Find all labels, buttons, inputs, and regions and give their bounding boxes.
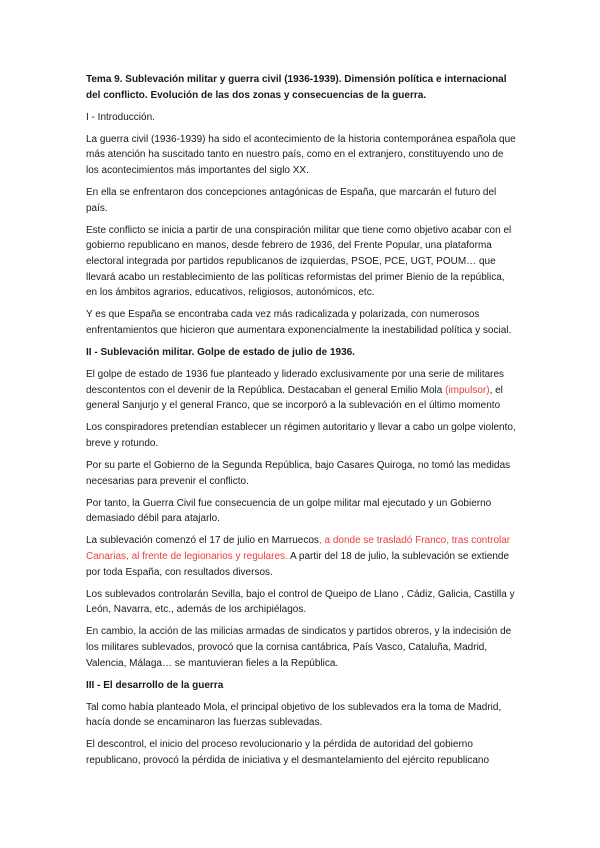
paragraph: Tal como había planteado Mola, el principal objetivo de los sublevados era la toma de Madrid, hacía donde se encaminaron las fuerzas sublevadas. — [86, 701, 502, 729]
paragraph: El descontrol, el inicio del proceso revolucionario y la pérdida de autoridad del gobierno republicano, provocó la pérdida de iniciativa y el desmantelamiento del ejército republicano — [86, 739, 490, 766]
paragraph: Y es que España se encontraba cada vez más radicalizada y polarizada, con numerosos enfrentamientos que hicieron que aumentara exponencialmente la inestabilidad política y social. — [86, 309, 512, 336]
paragraph: En ella se enfrentaron dos concepciones antagónicas de España, que marcarán el futuro del país. — [86, 187, 497, 214]
text-run: La sublevación comenzó el 17 de julio en Marruecos — [86, 535, 319, 547]
section-3-heading: III - El desarrollo de la guerra — [86, 679, 224, 691]
paragraph — [86, 367, 516, 414]
paragraph: En cambio, la acción de las milicias armadas de sindicatos y partidos obreros, y la indecisión de los militares sublevados, provocó que la cornisa cantábrica, País Vasco, Cataluña, Madrid, Valencia, Málaga… se mantuvieran fieles a la República. — [86, 626, 512, 669]
highlighted-text: (impulsor) — [445, 384, 490, 396]
paragraph: Los conspiradores pretendían establecer un régimen autoritario y llevar a cabo un golpe violento, breve y rotundo. — [86, 422, 516, 449]
paragraph: Por su parte el Gobierno de la Segunda República, bajo Casares Quiroga, no tomó las medidas necesarias para prevenir el conflicto. — [86, 459, 511, 487]
paragraph: La guerra civil (1936-1939) ha sido el acontecimiento de la historia contemporánea española que más atención ha suscitado tanto en nuestro país, como en el extranjero, constituyendo uno de los acontecimientos más importantes del siglo XX. — [86, 133, 516, 176]
highlighted-text: , a donde se trasladó Franco, tras controlar Canarias, al frente de legionarios y regulares. — [86, 535, 511, 562]
text-run: , el general Sanjurjo y el general Franco, que se incorporó a la sublevación en el último momento — [86, 384, 503, 412]
document-title: Tema 9. Sublevación militar y guerra civil (1936-1939). Dimensión política e internacional del conflicto. Evolución de las dos zonas y consecuencias de la guerra. — [86, 74, 507, 101]
paragraph: Los sublevados controlarán Sevilla, bajo el control de Queipo de Llano , Cádiz, Galicia, Castilla y León, Navarra, etc., además de los archipiélagos. — [86, 588, 515, 616]
paragraph: Por tanto, la Guerra Civil fue consecuencia de un golpe militar mal ejecutado y un Gobierno demasiado débil para atajarlo. — [86, 497, 492, 525]
text-run: A partir del 18 de julio, la sublevación se extiende por toda España, con resultados diversos. — [86, 550, 510, 578]
paragraph: Este conflicto se inicia a partir de una conspiración militar que tiene como objetivo acabar con el gobierno republicano en manos, desde febrero de 1936, del Frente Popular, una plataforma electoral integrada por partidos republicanos de izquierdas, PSOE, PCE, UGT, POUM… que llevará acabo un restablecimiento de las políticas reformistas del primer Bienio de la república, en los ámbitos agrarios, educativos, religiosos, autonómicos, etc. — [86, 224, 512, 299]
section-2-heading: II - Sublevación militar. Golpe de estado de julio de 1936. — [86, 346, 355, 358]
paragraph — [86, 533, 516, 580]
section-1-heading: I - Introducción. — [86, 111, 155, 123]
text-run: El golpe de estado de 1936 fue planteado y liderado exclusivamente por una serie de militares descontentos con el devenir de la República. Destacaban el general Emilio Mola — [86, 369, 505, 396]
